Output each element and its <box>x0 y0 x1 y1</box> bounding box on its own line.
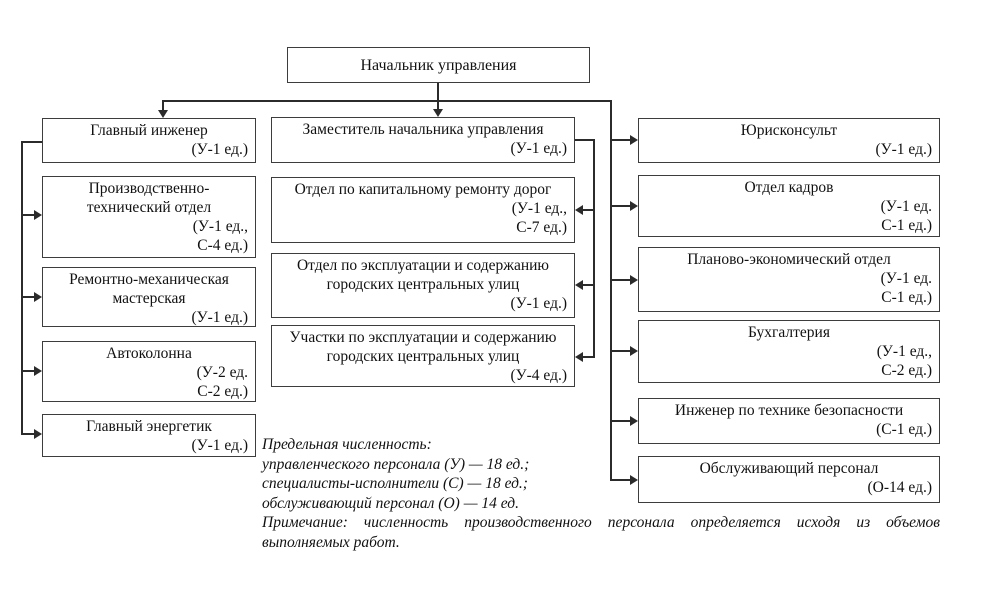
org-box-chief-engineer <box>42 118 256 163</box>
box-title: мастерская <box>112 290 186 307</box>
box-staff-count: (У-1 ед.) <box>510 295 567 312</box>
org-box-chief-power-engineer <box>42 414 256 457</box>
note-line: управленческого персонала (У) — 18 ед.; <box>262 455 530 473</box>
org-box-head-of-administration <box>287 47 590 83</box>
org-box-deputy-head <box>271 117 575 163</box>
box-staff-count: (У-1 ед.) <box>191 437 248 454</box>
arrow-down-icon <box>433 109 443 117</box>
connector-line <box>21 141 23 435</box>
arrow-left-icon <box>575 205 583 215</box>
arrow-right-icon <box>630 135 638 145</box>
org-box-hr-dept <box>638 175 940 237</box>
box-title: Отдел по капитальному ремонту дорог <box>294 181 552 198</box>
connector-line <box>582 356 594 358</box>
box-title: Отдел по эксплуатации и содержанию <box>296 257 550 274</box>
org-box-motor-column <box>42 341 256 402</box>
box-title: Производственно- <box>88 180 210 197</box>
box-title: технический отдел <box>86 199 212 216</box>
box-title: Участки по эксплуатации и содержанию <box>289 329 557 346</box>
box-title: Главный инженер <box>90 122 208 139</box>
box-title: Автоколонна <box>106 345 192 362</box>
org-box-street-maintenance-sections <box>271 325 575 387</box>
box-title: Главный энергетик <box>86 418 212 435</box>
box-staff-count: С-2 ед.) <box>197 383 248 400</box>
connector-line <box>610 279 630 281</box>
note-line: Предельная численность: <box>262 436 432 453</box>
box-staff-count: (У-1 ед. <box>880 198 932 215</box>
org-box-production-technical-dept <box>42 176 256 258</box>
box-staff-count: (У-1 ед.) <box>510 140 567 157</box>
org-box-planning-economic-dept <box>638 247 940 312</box>
arrow-right-icon <box>630 275 638 285</box>
box-staff-count: (У-1 ед., <box>876 343 932 360</box>
box-staff-count: (С-1 ед.) <box>876 421 932 438</box>
box-staff-count: С-2 ед.) <box>881 362 932 379</box>
box-title: Обслуживающий персонал <box>699 460 879 477</box>
box-staff-count: (О-14 ед.) <box>867 479 932 496</box>
arrow-right-icon <box>630 416 638 426</box>
org-box-legal-adviser <box>638 118 940 163</box>
arrow-right-icon <box>34 292 42 302</box>
connector-line <box>22 141 42 143</box>
box-staff-count: (У-1 ед.) <box>191 141 248 158</box>
box-staff-count: (У-1 ед. <box>880 270 932 287</box>
box-title: Юрисконсульт <box>740 122 838 139</box>
note-paragraph: Примечание: численность производственного персонала определяется исходя из объемов выполняемых работ. <box>262 514 940 551</box>
org-box-street-maintenance-dept <box>271 253 575 318</box>
box-title: Отдел кадров <box>744 179 834 196</box>
box-staff-count: С-1 ед.) <box>881 289 932 306</box>
box-title: Заместитель начальника управления <box>302 121 544 138</box>
box-title: Бухгалтерия <box>748 324 830 341</box>
arrow-left-icon <box>575 280 583 290</box>
connector-line <box>582 209 594 211</box>
arrow-right-icon <box>34 210 42 220</box>
connector-line <box>610 139 630 141</box>
box-staff-count: (У-1 ед., <box>511 200 567 217</box>
arrow-right-icon <box>630 201 638 211</box>
connector-line <box>593 139 595 358</box>
box-title: Ремонтно-механическая <box>69 271 229 288</box>
org-box-road-capital-repair-dept <box>271 177 575 243</box>
connector-line <box>610 420 630 422</box>
connector-line <box>610 100 612 481</box>
box-staff-count: (У-1 ед.) <box>875 141 932 158</box>
note-line: специалисты-исполнители (С) — 18 ед.; <box>262 475 528 492</box>
arrow-right-icon <box>34 429 42 439</box>
box-staff-count: (У-4 ед.) <box>510 367 567 384</box>
box-staff-count: (У-1 ед.) <box>191 309 248 326</box>
connector-line <box>575 139 595 141</box>
box-title: Планово-экономический отдел <box>687 251 891 268</box>
org-box-accounting <box>638 320 940 383</box>
arrow-left-icon <box>575 352 583 362</box>
arrow-right-icon <box>34 366 42 376</box>
box-staff-count: (У-2 ед. <box>196 364 248 381</box>
connector-line <box>610 350 630 352</box>
arrow-down-icon <box>158 110 168 118</box>
box-title: Начальник управления <box>360 56 517 74</box>
org-box-repair-mechanical-workshop <box>42 267 256 327</box>
note-line: обслуживающий персонал (О) — 14 ед. <box>262 494 519 512</box>
connector-line <box>582 284 594 286</box>
box-staff-count: С-7 ед.) <box>516 219 567 236</box>
box-staff-count: С-4 ед.) <box>197 237 248 254</box>
connector-line <box>163 100 612 102</box>
box-title: городских центральных улиц <box>326 276 520 293</box>
arrow-right-icon <box>630 346 638 356</box>
box-title: Инженер по технике безопасности <box>674 402 904 419</box>
note-block <box>262 435 940 552</box>
box-staff-count: (У-1 ед., <box>192 218 248 235</box>
connector-line <box>610 205 630 207</box>
box-staff-count: С-1 ед.) <box>881 217 932 234</box>
box-title: городских центральных улиц <box>326 348 520 365</box>
